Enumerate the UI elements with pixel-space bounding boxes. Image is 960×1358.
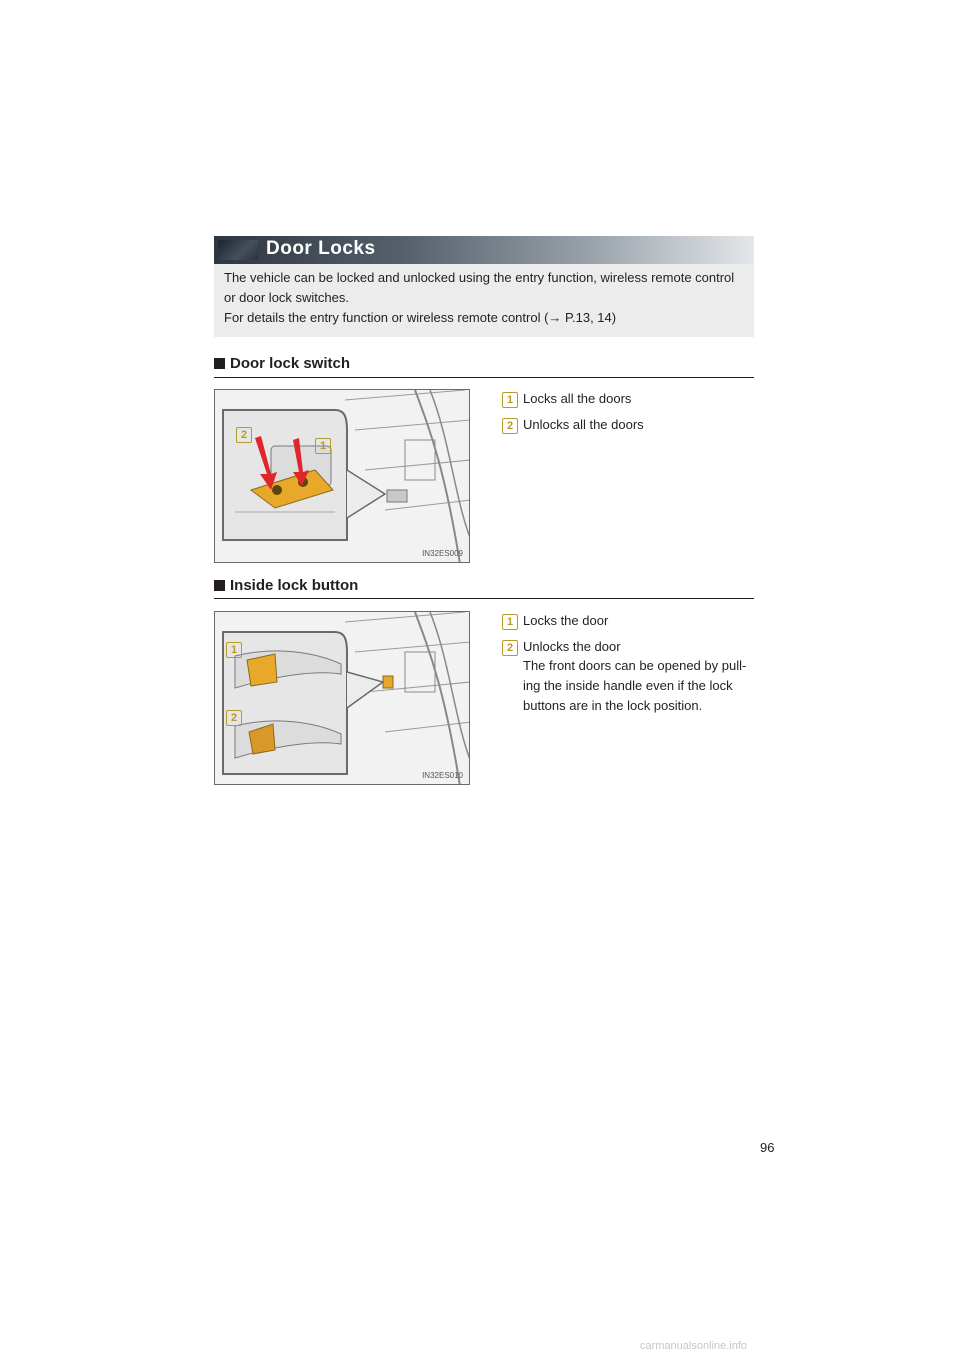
- square-bullet-icon: [214, 580, 225, 591]
- watermark: carmanualsonline.info: [640, 1340, 748, 1352]
- page-number: 96: [760, 1140, 775, 1155]
- section-divider: [214, 598, 754, 599]
- callout-2: 2: [236, 427, 252, 443]
- step-item: [502, 391, 632, 408]
- callout-1: 1: [226, 642, 242, 658]
- figure-code: IN32ES009: [422, 549, 463, 558]
- section-heading-text: Door lock switch: [230, 355, 351, 372]
- section-heading: [214, 577, 358, 594]
- section-heading: [214, 355, 350, 372]
- callout-2: 2: [226, 710, 242, 726]
- note-line: The front doors can be opened by pull-: [523, 658, 747, 673]
- figure-code: IN32ES010: [422, 771, 463, 780]
- step-text: Locks the door: [523, 613, 609, 628]
- inside-lock-button-illustration: [214, 611, 470, 785]
- step-number-badge: 2: [502, 640, 518, 656]
- step-number-badge: 1: [502, 392, 518, 408]
- title-thumbnail: [218, 240, 258, 260]
- page-title: Door Locks: [266, 238, 376, 259]
- inside-lock-drawing: [215, 612, 470, 785]
- intro-line: The vehicle can be locked and unlocked using the entry function, wireless remote control: [224, 270, 735, 285]
- section-heading-text: Inside lock button: [230, 577, 359, 594]
- step-item: [502, 613, 609, 630]
- step-text: Locks all the doors: [523, 391, 632, 406]
- square-bullet-icon: [214, 358, 225, 369]
- note-line: ing the inside handle even if the lock: [523, 678, 733, 693]
- step-text: Unlocks the door: [523, 639, 621, 654]
- section-divider: [214, 377, 754, 378]
- step-number-badge: 2: [502, 418, 518, 434]
- intro-box: [214, 264, 754, 337]
- step-item: [502, 417, 644, 434]
- section-title-bar: [214, 236, 754, 264]
- step-text: Unlocks all the doors: [523, 417, 644, 432]
- door-lock-switch-illustration: [214, 389, 470, 563]
- note-line: buttons are in the lock position.: [523, 698, 703, 713]
- step-number-badge: 1: [502, 614, 518, 630]
- intro-line: or door lock switches.: [224, 290, 349, 305]
- step-item: [502, 639, 621, 656]
- callout-1: 1: [315, 438, 331, 454]
- step-note: [523, 656, 755, 716]
- door-lock-switch-drawing: [215, 390, 470, 563]
- intro-line: For details the entry function or wireless remote control (→ P.13, 14): [224, 310, 617, 325]
